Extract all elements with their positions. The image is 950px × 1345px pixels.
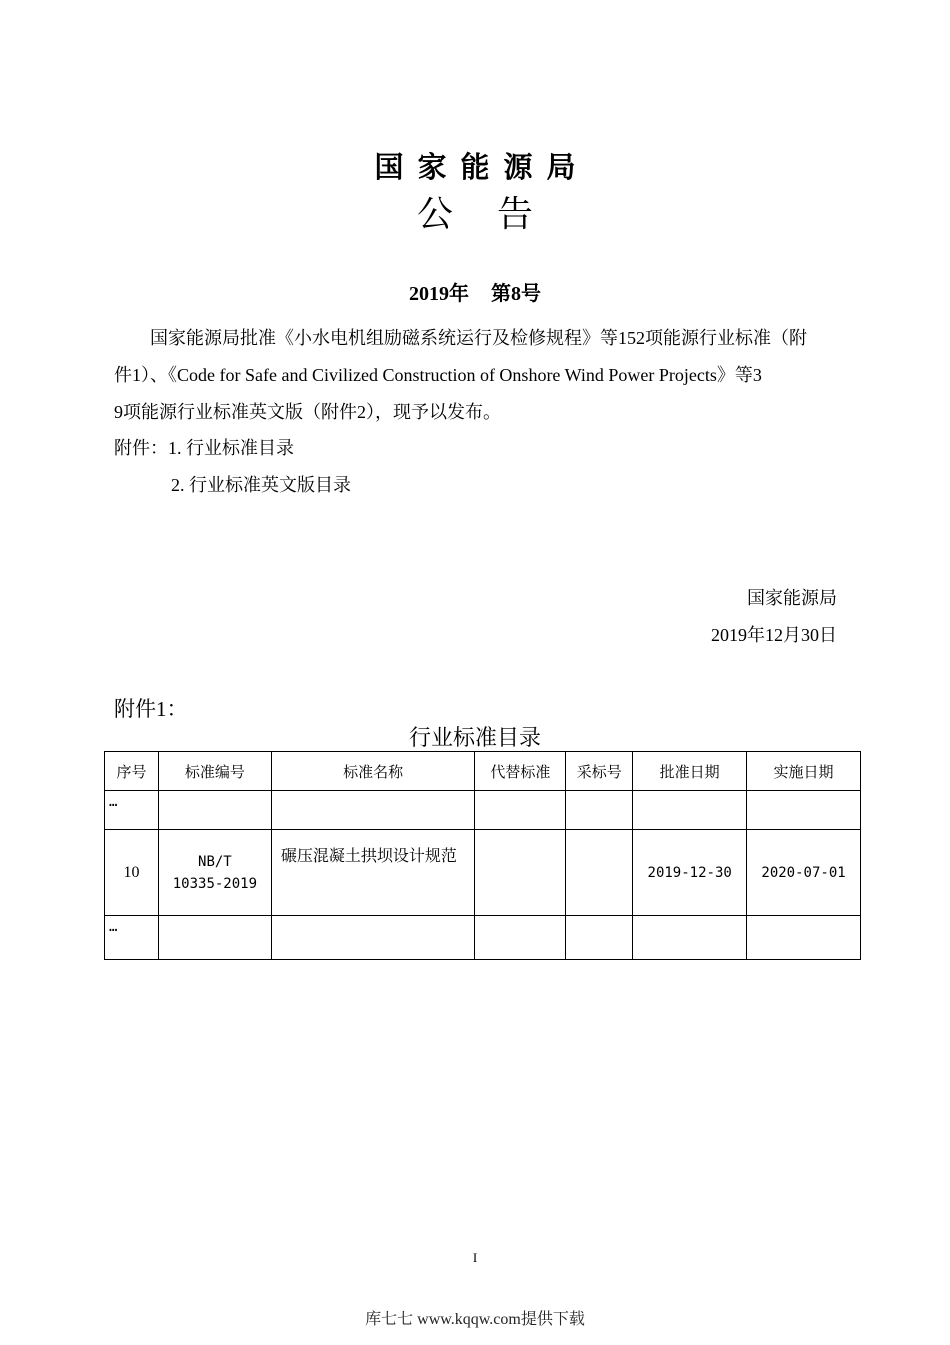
col-header-adopted: 采标号 — [566, 752, 633, 791]
signature-org: 国家能源局 — [747, 588, 837, 608]
issue-number — [0, 277, 950, 306]
issue-sequence: 第8号 — [491, 283, 541, 305]
cell-seq: 10 — [105, 830, 159, 916]
cell-approved: 2019-12-30 — [633, 830, 747, 916]
col-header-name: 标准名称 — [271, 752, 475, 791]
paragraph-line-1: 国家能源局批准《小水电机组励磁系统运行及检修规程》等152项能源行业标准（附 — [150, 328, 807, 348]
paragraph-line-2: 件1）、《Code for Safe and Civilized Construction of Onshore Wind Power Projects》等3 — [114, 365, 762, 385]
table-title: 行业标准目录 — [408, 725, 541, 750]
cell-code-line-2: 10335-2019 — [172, 875, 258, 892]
attachment-item-1: 1. 行业标准目录 — [168, 438, 294, 458]
cell-name: 碾压混凝土拱坝设计规范 — [271, 830, 475, 916]
attachment-item-2: 2. 行业标准英文版目录 — [171, 475, 351, 495]
attachment-list — [114, 430, 844, 504]
cell-code — [158, 830, 271, 916]
table-header-row — [105, 752, 861, 791]
col-header-code: 标准编号 — [158, 752, 271, 791]
col-header-approved: 批准日期 — [633, 752, 747, 791]
table-row — [105, 830, 861, 916]
table-row-ellipsis — [105, 791, 861, 830]
cell-replaces — [475, 830, 566, 916]
cell-adopted — [566, 830, 633, 916]
page-number: I — [472, 1250, 478, 1265]
cell-code-line-1: NB/T — [198, 853, 232, 870]
org-title: 国家能源局 — [374, 152, 590, 184]
footer-watermark: 库七七 www.kqqw.com提供下载 — [365, 1311, 585, 1328]
col-header-effective: 实施日期 — [747, 752, 861, 791]
announcement-paragraph — [114, 320, 844, 431]
notice-title: 公告 — [416, 194, 577, 234]
standards-table — [104, 751, 861, 960]
cell-effective: 2020-07-01 — [747, 830, 861, 916]
signature-date: 2019年12月30日 — [711, 625, 837, 645]
ellipsis-cell: … — [105, 916, 159, 960]
issue-year: 2019年 — [409, 283, 469, 305]
ellipsis-cell: … — [105, 791, 159, 830]
table-row-ellipsis — [105, 916, 861, 960]
annex-label: 附件1： — [114, 697, 188, 721]
paragraph-line-3: 9项能源行业标准英文版（附件2），现予以发布。 — [114, 402, 501, 422]
col-header-replaces: 代替标准 — [475, 752, 566, 791]
col-header-seq: 序号 — [105, 752, 159, 791]
attachments-label: 附件： — [114, 438, 168, 458]
